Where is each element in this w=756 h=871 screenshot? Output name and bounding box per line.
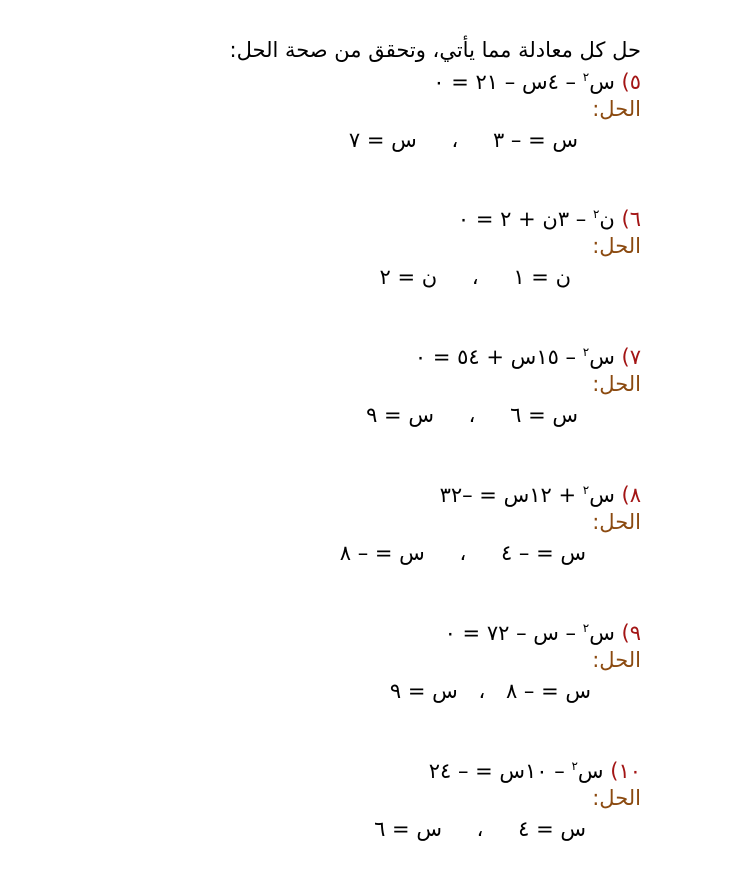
equation-variable: س	[589, 345, 615, 369]
equation	[458, 207, 641, 231]
answer-2: س = ٩	[366, 403, 434, 427]
equation-exponent: ٢	[582, 621, 590, 635]
problem-9	[0, 621, 756, 731]
answers	[340, 541, 586, 565]
answer-separator: ،	[478, 679, 486, 703]
answers	[366, 403, 578, 427]
answer-separator: ،	[451, 128, 459, 152]
answer-separator: ،	[459, 541, 467, 565]
answer-separator: ،	[476, 817, 484, 841]
answer-separator: ،	[471, 265, 479, 289]
problem-8	[0, 483, 756, 593]
equation-variable: س	[589, 483, 615, 507]
equation-variable: س	[577, 759, 604, 783]
answer-1: ن = ١	[513, 265, 571, 289]
equation-rest: – ٤س – ٢١ = ٠	[433, 70, 583, 94]
equation-variable: ن	[599, 207, 615, 231]
answer-1: س = – ٣	[492, 128, 578, 152]
equation	[433, 70, 641, 94]
answers	[374, 817, 586, 841]
equation-exponent: ٢	[592, 207, 600, 221]
equation	[440, 483, 641, 507]
problem-6	[0, 207, 756, 317]
problem-5	[0, 70, 756, 180]
solution-label: الحل:	[592, 372, 641, 396]
equation-exponent: ٢	[582, 483, 590, 497]
answer-2: س = ٩	[389, 679, 458, 703]
answers	[390, 679, 591, 703]
equation-exponent: ٢	[582, 70, 590, 84]
answer-1: س = ٦	[510, 403, 578, 427]
solution-label: الحل:	[592, 786, 641, 810]
equation	[429, 759, 641, 783]
equation	[445, 621, 641, 645]
equation-rest: – ١٥س + ٥٤ = ٠	[414, 345, 583, 369]
solution-label: الحل:	[592, 234, 641, 258]
answers	[380, 265, 571, 289]
equation-variable: س	[589, 621, 615, 645]
answer-1: س = – ٤	[500, 541, 586, 565]
problem-10	[0, 759, 756, 869]
equation-exponent: ٢	[582, 345, 590, 359]
problem-7	[0, 345, 756, 455]
equation-rest: + ١٢س = –٣٢	[439, 483, 583, 507]
problem-number: ٦)	[621, 207, 641, 231]
problem-number: ١٠)	[610, 759, 641, 783]
answer-2: س = – ٨	[339, 541, 425, 565]
answers	[349, 128, 578, 152]
solution-label: الحل:	[592, 97, 641, 121]
answer-1: س = – ٨	[505, 679, 591, 703]
equation-variable: س	[589, 70, 615, 94]
problem-number: ٧)	[621, 345, 641, 369]
problem-number: ٥)	[621, 70, 641, 94]
problem-number: ٩)	[621, 621, 641, 645]
problem-number: ٨)	[621, 483, 641, 507]
equation-rest: – ١٠س = – ٢٤	[428, 759, 572, 783]
solution-label: الحل:	[592, 648, 641, 672]
instruction-text: حل كل معادلة مما يأتي، وتحقق من صحة الحل:	[229, 38, 641, 62]
answer-2: س = ٦	[374, 817, 442, 841]
answer-2: ن = ٢	[379, 265, 438, 289]
equation-rest: – س – ٧٢ = ٠	[444, 621, 583, 645]
equation-exponent: ٢	[571, 759, 578, 773]
answer-separator: ،	[468, 403, 476, 427]
answer-2: س = ٧	[348, 128, 417, 152]
answer-1: س = ٤	[518, 817, 586, 841]
equation	[415, 345, 641, 369]
solution-label: الحل:	[592, 510, 641, 534]
equation-rest: – ٣ن + ٢ = ٠	[457, 207, 593, 231]
